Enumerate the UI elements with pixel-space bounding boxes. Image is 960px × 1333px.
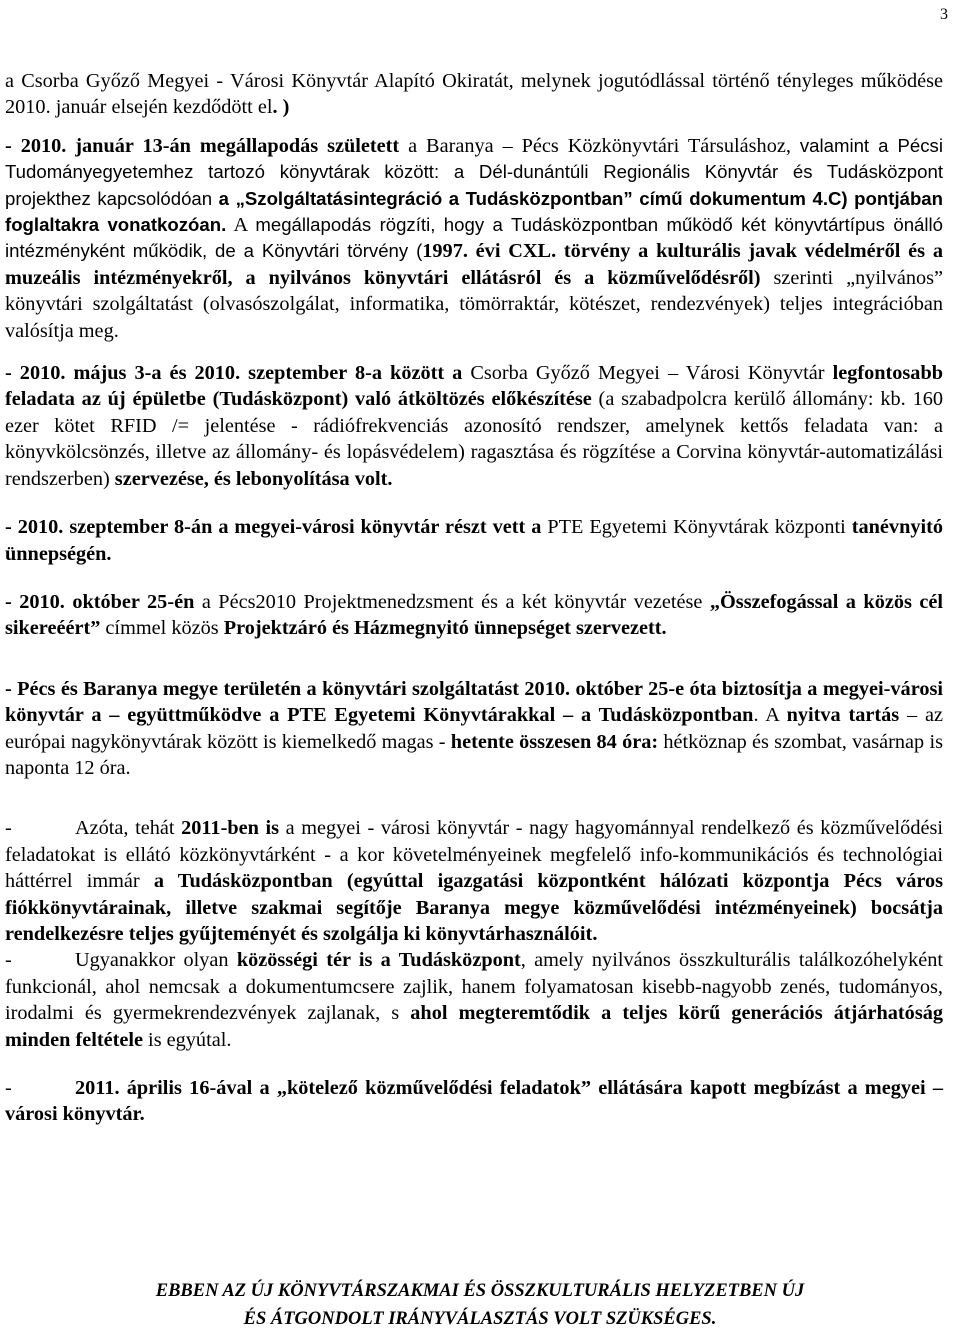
text-run: a Pécs2010 Projektmenedzsment és a két könyvtár vezetése (194, 590, 710, 613)
text-run: a Csorba Győző Megyei - Városi Könyvtár Alapító Okiratát, melynek jogutódlással történő tényleges működése 2010. január elsején kezdődött el (5, 70, 943, 119)
text-run: címmel közös (100, 617, 224, 640)
text-run-sans: valamint a Pécsi Tudományegyetemhez tartozó könyvtárak között: a Dél-dunántúli Regionális Könyvtár és Tudásközpont projekthez kapcsolódóan (5, 134, 943, 209)
paragraph-library-service (5, 676, 943, 782)
paragraph-mandate-2011 (5, 1075, 943, 1128)
text-run-bold: „Összefogással a közös cél sikereéért” (5, 590, 943, 640)
text-run: Csorba Győző Megyei – Városi Könyvtár (462, 362, 833, 385)
text-run-bold: - 2010. május 3-a és 2010. szeptember 8-a között a (5, 362, 463, 385)
text-run-bold: a Tudásközpontban (egyúttal igazgatási központként hálózati központja Pécs város fiókkönyvtárainak, illetve szakmai segítője Baranya megye közművelődési intézményeinek) bocsátja rendelkezésre teljes gyűjteményét és szolgálja ki könyvtárhasználóit. (5, 870, 944, 945)
text-run: PTE Egyetemi Könyvtárak központi (541, 516, 852, 539)
list-dash: - (5, 949, 12, 972)
paragraph-agreement-2010-01-13 (5, 133, 943, 344)
text-run-bold: 1997. évi CXL. (422, 240, 557, 263)
text-run-bold: 2011-ben is (181, 817, 280, 840)
text-run: – az európai nagykönyvtárak között is kiemelkedő magas - (5, 704, 944, 753)
text-run-bold: . ) (272, 96, 290, 119)
text-run-bold: legfontosabb feladat (5, 362, 944, 411)
text-run-bold: törvény a kulturális javak védelméről és a muzeális intézményekről, a nyilvános könyvtári ellátásról és a közművelődésről) (5, 240, 943, 289)
text-run-bold: nyitva tartás (786, 704, 900, 727)
footer-line: EBBEN AZ ÚJ KÖNYVTÁRSZAKMAI ÉS ÖSSZKULTURÁLIS HELYZETBEN ÚJ (155, 1281, 805, 1301)
text-run: a Baranya – Pécs Közkönyvtári Társuláshoz, (399, 134, 800, 157)
paragraph-pte-ceremony (5, 514, 943, 567)
text-run-bold: közösségi tér is a Tudásközpont (236, 949, 521, 972)
list-dash: - (5, 1077, 12, 1099)
text-run: (a szabadpolcra kerülő állomány: kb. 160 ezer kötet RFID /= jelentése - rádiófrekvenciás azonosító rendszer, amelynek kettős feladata van: a könyvkölcsönzés, illetve az állomány- és lopásvédelem) ragasztása és rögzítése a Corvina könyvtár-automatizálási rendszerben) (5, 388, 943, 490)
text-run: szerinti „nyilvános” könyvtári szolgáltatást (olvasószolgálat, informatika, tömörraktár, kötészet, rendezvények) teljes integrációban valósítja meg. (5, 266, 943, 342)
text-run-bold: hetente összesen 84 óra: (450, 730, 659, 753)
text-run-bold: Projektzáró és Házmegnyitó ünnepséget szervezett. (223, 617, 667, 640)
text-run: Azóta, tehát (75, 817, 182, 840)
paragraph-community-space (5, 947, 943, 1053)
text-run-bold: - Pécs és Baranya megye területén a könyvtári szolgáltatást 2010. október 25-e óta biztosítja a megyei-városi könyvtár a – együttműködve a PTE Egyetemi Könyvtárakkal – a Tudásközpontban (5, 677, 943, 727)
text-run: a megyei - városi könyvtár - nagy hagyománnyal rendelkező és közművelődési feladatokat is ellátó közkönyvtárként - a kor követelményeinek megfelelő info-kommunikációs és technológiai háttérrel immár (5, 817, 943, 893)
paragraph-closing-ceremony (5, 589, 943, 642)
page-number: 3 (940, 6, 948, 23)
text-run: , amely nyilvános összkulturális találkozóhelyként funkcionál, ahol nemcsak a dokumentumcsere zajlik, hanem folyamatosan kisebb-nagyobb zenés, tudományos, irodalmi és gyermekrendezvények zajlanak, s (5, 949, 943, 1025)
text-run-bold: - 2010. szeptember 8-án a megyei-városi könyvtár részt vett a (5, 516, 542, 539)
paragraph-founding-charter (5, 68, 943, 121)
text-run: hétköznap és szombat, vasárnap is naponta 12 óra. (5, 730, 943, 779)
text-run-bold: - 2010. január 13-án megállapodás született (5, 134, 400, 157)
footer-line: ÉS ÁTGONDOLT IRÁNYVÁLASZTÁS VOLT SZÜKSÉGES. (243, 1309, 717, 1329)
document-body (5, 68, 943, 1128)
paragraph-since-2011 (5, 815, 943, 947)
paragraph-relocation-2010 (5, 360, 943, 492)
text-run-bold: - 2010. október 25-én (5, 590, 195, 613)
text-run-sans: megállapodás rögzíti, hogy a Tudásközpontban működő két könyvtártípus önálló intézményként működik, de a Könyvtári törvény ( (5, 214, 943, 262)
list-dash: - (5, 817, 12, 840)
text-run: A (226, 214, 256, 237)
text-run: is egyútal. (142, 1028, 232, 1051)
text-run-bold: 2011. április 16-ával a „kötelező közművelődési feladatok” ellátására kapott megbízást a megyei – városi könyvtár. (5, 1077, 943, 1126)
text-run: Ugyanakkor olyan (75, 949, 237, 972)
text-run-bold: tanévnyitó ünnepségén. (5, 516, 944, 565)
text-run-bold: a az új épületbe (Tudásközpont) való átköltözés előkészítése (64, 388, 592, 411)
text-run-bold: ahol megteremtődik a teljes körű generációs átjárhatóság minden feltétele (5, 1002, 943, 1051)
text-run-bold: szervezése, és lebonyolítása volt. (114, 467, 393, 490)
footer-note (0, 1277, 960, 1333)
text-run: . A (753, 704, 787, 727)
text-run-sans-bold: a „Szolgáltatásintegráció a Tudásközpontban” című dokumentum 4.C) pontjában foglaltakra vonatkozóan. (5, 187, 944, 236)
